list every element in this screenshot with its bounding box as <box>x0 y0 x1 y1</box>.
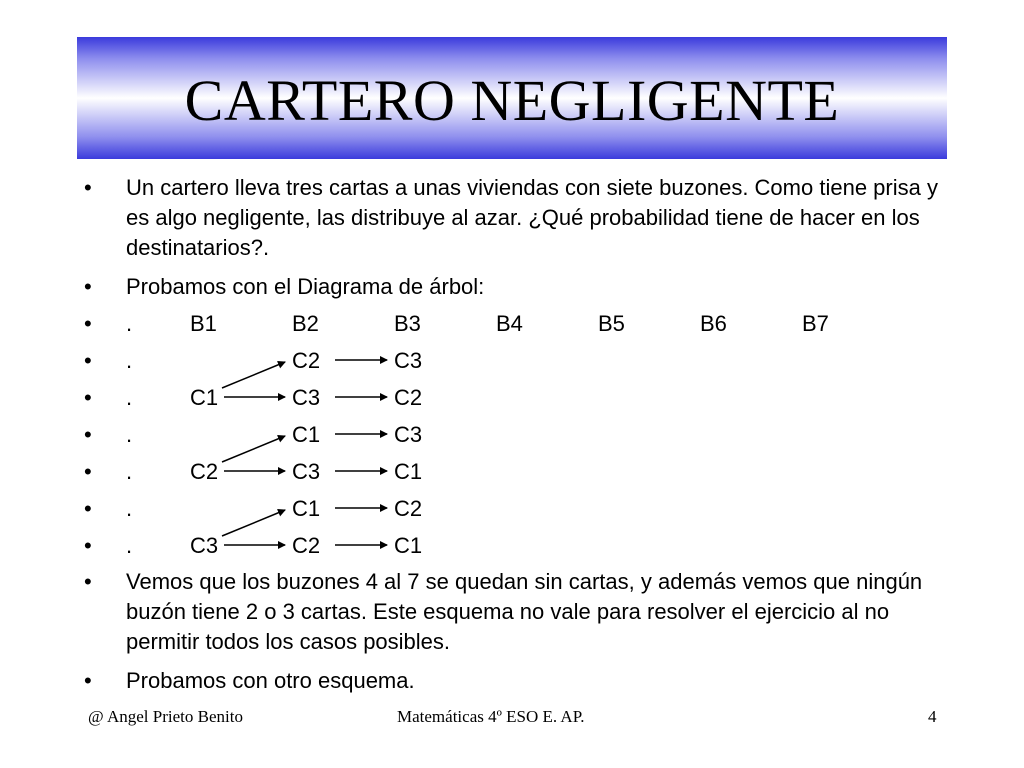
bullet-marker: • <box>84 274 92 299</box>
slide-title: CARTERO NEGLIGENTE <box>184 67 840 133</box>
bullet-marker: • <box>84 175 92 200</box>
header-cell-b5: B5 <box>598 311 625 336</box>
tree-row-c3: C1 <box>394 533 423 558</box>
tree-row-dot: . <box>126 348 133 373</box>
branch-arrow <box>222 362 285 388</box>
tree-row-c3: C1 <box>394 459 423 484</box>
bullet-marker: • <box>84 385 92 410</box>
next-step-text: Probamos con otro esquema. <box>126 668 415 693</box>
bullet-marker: • <box>84 348 92 373</box>
header-cell-b2: B2 <box>292 311 319 336</box>
tree-row-c2: C2 <box>292 533 321 558</box>
header-cell-b6: B6 <box>700 311 727 336</box>
header-cell-b1: B1 <box>190 311 217 336</box>
bullet-marker: • <box>84 422 92 447</box>
tree-row-c3: C2 <box>394 496 423 521</box>
tree-row-c3: C3 <box>394 422 423 447</box>
bullet-marker: • <box>84 311 92 336</box>
tree-row-dot: . <box>126 496 133 521</box>
tree-row-c1: C1 <box>190 385 219 410</box>
title-banner <box>77 37 947 159</box>
header-cell-b4: B4 <box>496 311 523 336</box>
tree-row-c2: C3 <box>292 459 321 484</box>
bullet-marker: • <box>84 668 92 693</box>
tree-row-c2: C1 <box>292 496 321 521</box>
tree-row-c1: C2 <box>190 459 219 484</box>
branch-arrow <box>222 436 285 462</box>
tree-row-dot: . <box>126 385 133 410</box>
tree-row-c3: C3 <box>394 348 423 373</box>
header-cell-b3: B3 <box>394 311 421 336</box>
intro-paragraph: Un cartero lleva tres cartas a unas viviendas con siete buzones. Como tiene prisa y es algo negligente, las distribuye al azar. ¿Qué probabilidad tiene de hacer en los destinatarios?. <box>126 175 938 260</box>
tree-intro-text: Probamos con el Diagrama de árbol: <box>126 274 485 299</box>
tree-row-c2: C2 <box>292 348 321 373</box>
bullet-marker: • <box>84 459 92 484</box>
bullet-marker: • <box>84 569 92 594</box>
branch-arrow <box>222 510 285 536</box>
bullet-marker: • <box>84 496 92 521</box>
footer-course: Matemáticas 4º ESO E. AP. <box>397 707 585 726</box>
tree-row-dot: . <box>126 422 133 447</box>
tree-row-dot: . <box>126 459 133 484</box>
tree-row-c2: C1 <box>292 422 321 447</box>
tree-row-dot: . <box>126 533 133 558</box>
tree-row-c3: C2 <box>394 385 423 410</box>
tree-row-c1: C3 <box>190 533 219 558</box>
header-cell-b7: B7 <box>802 311 829 336</box>
footer-author: @ Angel Prieto Benito <box>88 707 243 726</box>
header-dot: . <box>126 311 133 336</box>
bullet-marker: • <box>84 533 92 558</box>
footer-page-number: 4 <box>928 707 937 726</box>
conclusion-paragraph: Vemos que los buzones 4 al 7 se quedan sin cartas, y además vemos que ningún buzón tiene 2 o 3 cartas. Este esquema no vale para resolver el ejercicio al no permitir todos los casos posibles. <box>126 569 923 654</box>
tree-row-c2: C3 <box>292 385 321 410</box>
